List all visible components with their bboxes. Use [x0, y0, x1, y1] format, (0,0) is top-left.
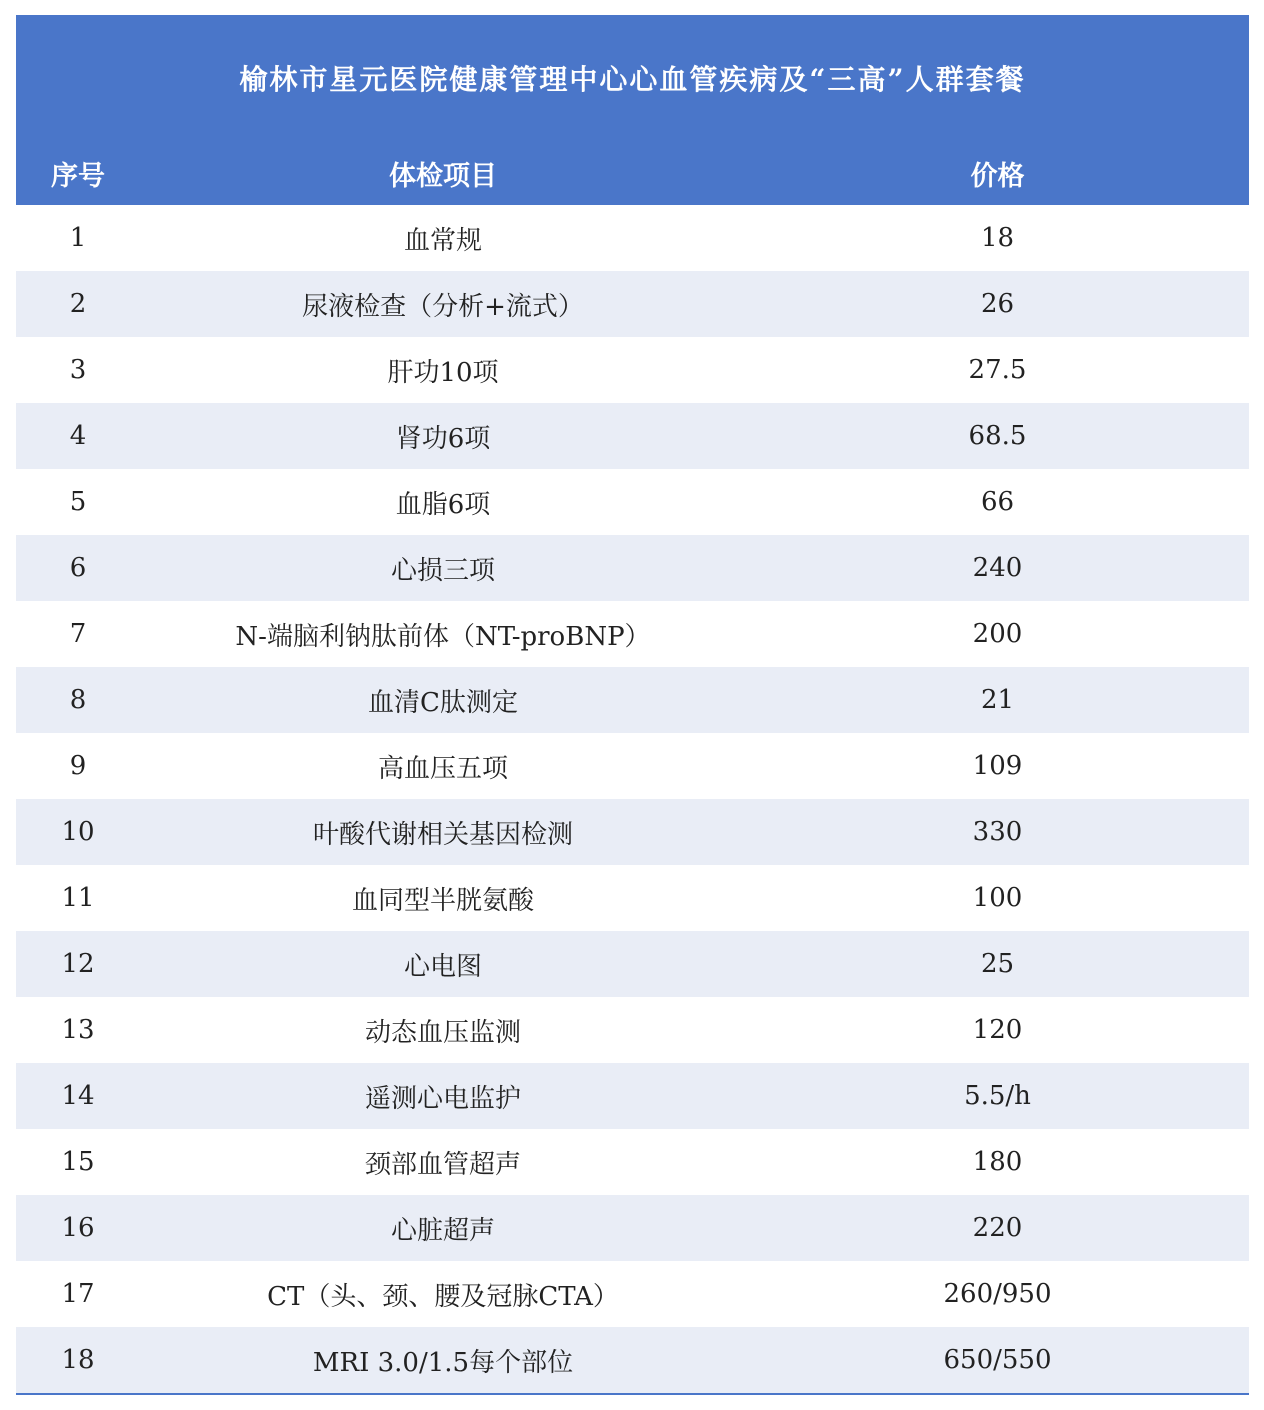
- cell-price: 109: [972, 751, 1023, 781]
- cell-price: 68.5: [968, 421, 1027, 451]
- cell-no: 8: [69, 685, 87, 715]
- header-price: 价格: [970, 160, 1025, 192]
- cell-price: 240: [972, 553, 1023, 583]
- table-row: [16, 469, 1249, 535]
- cell-price: 18: [980, 223, 1015, 253]
- cell-item: 心脏超声: [390, 1215, 495, 1246]
- header-item: 体检项目: [389, 160, 497, 192]
- table-row: [16, 271, 1249, 337]
- cell-no: 13: [61, 1015, 95, 1045]
- cell-no: 3: [69, 355, 87, 385]
- cell-price: 27.5: [968, 355, 1027, 385]
- cell-no: 18: [61, 1345, 95, 1375]
- cell-item: 遥测心电监护: [364, 1083, 521, 1114]
- cell-price: 26: [980, 289, 1015, 319]
- table-row: [16, 535, 1249, 601]
- cell-item: 颈部血管超声: [364, 1149, 521, 1180]
- cell-price: 66: [980, 487, 1015, 517]
- cell-price: 120: [972, 1015, 1023, 1045]
- cell-no: 12: [61, 949, 95, 979]
- cell-no: 4: [69, 421, 87, 451]
- cell-price: 180: [972, 1147, 1023, 1177]
- table-row: [16, 601, 1249, 667]
- table-row: [16, 1129, 1249, 1195]
- cell-item: CT（头、颈、腰及冠脉CTA）: [267, 1281, 619, 1312]
- cell-no: 17: [61, 1279, 95, 1309]
- table-row: [16, 667, 1249, 733]
- cell-item: 血脂6项: [395, 489, 491, 520]
- cell-price: 25: [980, 949, 1015, 979]
- cell-no: 6: [69, 553, 87, 583]
- table-row: [16, 1327, 1249, 1393]
- cell-item: N-端脑利钠肽前体（NT-proBNP）: [235, 621, 651, 652]
- table-row: [16, 403, 1249, 469]
- cell-item: 动态血压监测: [364, 1017, 521, 1048]
- table-body: [16, 205, 1249, 1393]
- cell-price: 650/550: [943, 1345, 1052, 1375]
- cell-item: 叶酸代谢相关基因检测: [312, 819, 573, 850]
- cell-price: 220: [972, 1213, 1023, 1243]
- cell-item: MRI 3.0/1.5每个部位: [312, 1347, 574, 1378]
- cell-no: 16: [61, 1213, 95, 1243]
- cell-no: 14: [61, 1081, 95, 1111]
- cell-price: 21: [980, 685, 1015, 715]
- cell-no: 2: [69, 289, 87, 319]
- cell-no: 11: [61, 883, 95, 913]
- table-row: [16, 733, 1249, 799]
- cell-item: 心电图: [403, 951, 482, 982]
- table-row: [16, 931, 1249, 997]
- cell-no: 5: [69, 487, 87, 517]
- cell-item: 尿液检查（分析+流式）: [302, 291, 584, 322]
- table-row: [16, 997, 1249, 1063]
- table-row: [16, 865, 1249, 931]
- cell-item: 血同型半胱氨酸: [351, 885, 534, 916]
- cell-price: 100: [972, 883, 1023, 913]
- cell-no: 7: [69, 619, 87, 649]
- table-row: [16, 799, 1249, 865]
- cell-price: 5.5/h: [964, 1081, 1031, 1111]
- cell-item: 心损三项: [390, 555, 495, 586]
- cell-item: 肾功6项: [395, 423, 491, 454]
- cell-item: 肝功10项: [387, 357, 499, 388]
- price-table: [16, 15, 1249, 1395]
- cell-item: 血常规: [403, 225, 482, 256]
- table-row: [16, 205, 1249, 271]
- table-row: [16, 337, 1249, 403]
- table-row: [16, 1063, 1249, 1129]
- cell-item: 血清C肽测定: [368, 687, 518, 718]
- table-header-row: [16, 141, 1249, 205]
- table-row: [16, 1261, 1249, 1327]
- cell-price: 330: [972, 817, 1023, 847]
- cell-no: 9: [69, 751, 87, 781]
- table-title-text: 榆林市星元医院健康管理中心心血管疾病及“三高”人群套餐: [239, 63, 1026, 96]
- table-title: [16, 15, 1249, 141]
- cell-price: 260/950: [943, 1279, 1052, 1309]
- cell-price: 200: [972, 619, 1023, 649]
- header-no: 序号: [51, 160, 105, 192]
- table-row: [16, 1195, 1249, 1261]
- cell-no: 15: [61, 1147, 95, 1177]
- cell-no: 1: [69, 223, 87, 253]
- table-bottom-rule: [16, 1393, 1249, 1395]
- cell-no: 10: [61, 817, 95, 847]
- cell-item: 高血压五项: [377, 753, 508, 784]
